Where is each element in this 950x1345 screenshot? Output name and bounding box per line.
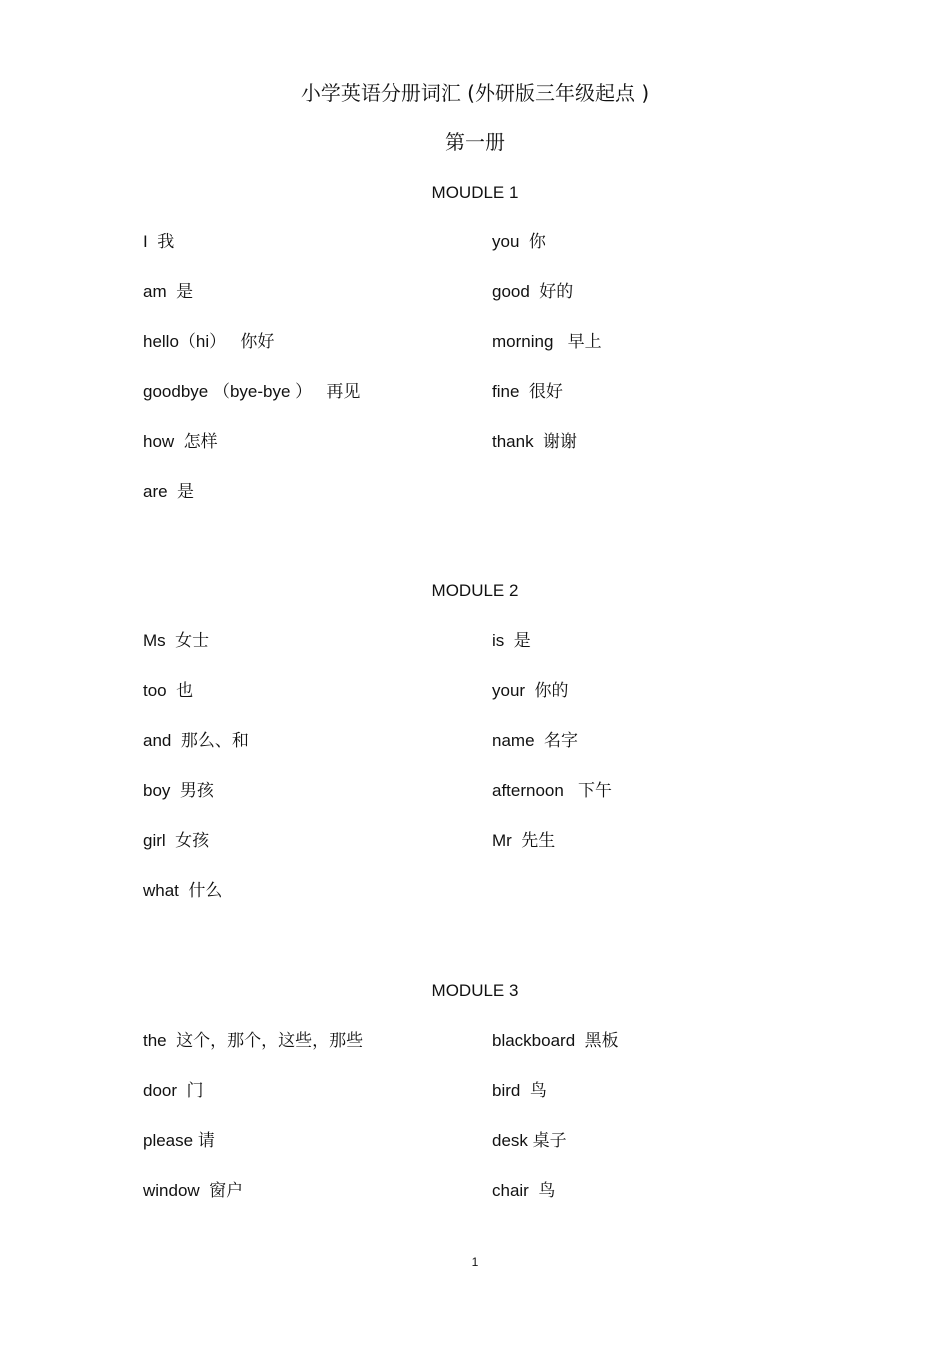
vocab-entry: [492, 431, 577, 453]
vocab-english: am: [143, 282, 167, 301]
vocab-entry: [492, 331, 602, 353]
vocab-entry: [492, 1130, 567, 1152]
vocab-english: your: [492, 681, 526, 700]
vocab-entry: [492, 1030, 619, 1052]
volume-title: 第一册: [445, 130, 505, 154]
vocab-chinese: 女士: [175, 631, 210, 651]
vocab-english: thank: [492, 432, 534, 451]
vocab-entry: [492, 630, 531, 652]
vocab-english: and: [143, 731, 172, 750]
vocab-chinese: 窗户: [209, 1181, 244, 1201]
vocab-entry: [143, 880, 222, 902]
vocab-english: Mr: [492, 831, 512, 850]
vocab-chinese: 鸟: [529, 1081, 547, 1101]
vocab-chinese: 是: [176, 282, 194, 302]
vocab-entry: [492, 1180, 555, 1202]
vocab-chinese: 下午: [578, 781, 613, 801]
vocab-entry: [143, 1080, 203, 1102]
vocab-entry: [143, 231, 174, 253]
vocab-chinese: 我: [157, 232, 175, 252]
vocab-entry: [143, 830, 209, 852]
vocab-chinese: 你: [528, 232, 546, 252]
vocab-english: morning: [492, 332, 554, 351]
vocab-english: girl: [143, 831, 166, 850]
vocab-chinese: 桌子: [532, 1131, 567, 1151]
vocab-chinese: 好的: [539, 282, 574, 302]
vocab-entry: [492, 680, 569, 702]
vocab-english: bird: [492, 1081, 521, 1100]
vocab-entry: [492, 381, 563, 403]
document-title: 小学英语分册词汇 (外研版三年级起点 ): [300, 81, 650, 105]
vocab-chinese: 请: [197, 1131, 215, 1151]
page-number: 1: [471, 1255, 479, 1269]
vocab-entry: [492, 780, 612, 802]
vocab-entry: [143, 381, 360, 403]
vocab-entry: [143, 780, 214, 802]
vocab-chinese: 那么、和: [180, 731, 249, 751]
vocab-english: what: [143, 881, 179, 900]
vocab-chinese: 男孩: [179, 781, 214, 801]
vocab-english: you: [492, 232, 520, 251]
vocab-english: too: [143, 681, 167, 700]
vocab-english: goodbye （bye-bye ）: [143, 382, 313, 401]
vocab-entry: [143, 680, 193, 702]
vocab-english: boy: [143, 781, 171, 800]
vocab-chinese: 再见: [326, 382, 361, 402]
module-1-heading: MOUDLE 1: [431, 183, 519, 202]
vocab-entry: [143, 1180, 243, 1202]
vocab-chinese: 什么: [188, 881, 223, 901]
vocab-english: hello（hi）: [143, 332, 227, 351]
vocab-english: are: [143, 482, 168, 501]
vocab-english: blackboard: [492, 1031, 576, 1050]
vocab-english: the: [143, 1031, 167, 1050]
vocab-entry: [143, 630, 209, 652]
vocab-entry: [143, 730, 249, 752]
vocab-chinese: 你的: [534, 681, 569, 701]
vocab-english: door: [143, 1081, 178, 1100]
vocab-english: fine: [492, 382, 520, 401]
vocab-chinese: 名字: [543, 731, 578, 751]
vocab-chinese: 这个，那个，这些，那些: [176, 1031, 364, 1051]
vocab-entry: [492, 1080, 547, 1102]
vocab-english: good: [492, 282, 530, 301]
vocab-english: name: [492, 731, 535, 750]
vocab-english: how: [143, 432, 175, 451]
vocab-english: afternoon: [492, 781, 564, 800]
vocab-english: window: [143, 1181, 200, 1200]
vocab-chinese: 黑板: [584, 1031, 619, 1051]
vocab-entry: [143, 481, 194, 503]
vocab-entry: [492, 231, 546, 253]
vocab-entry: [492, 830, 555, 852]
vocab-chinese: 是: [513, 631, 531, 651]
vocab-chinese: 门: [186, 1081, 204, 1101]
vocab-english: I: [143, 232, 148, 251]
vocab-english: is: [492, 631, 505, 650]
vocab-chinese: 你好: [240, 332, 275, 352]
vocab-entry: [143, 1130, 215, 1152]
vocab-chinese: 女孩: [175, 831, 210, 851]
vocab-entry: [143, 281, 193, 303]
vocab-english: please: [143, 1131, 194, 1150]
vocab-chinese: 也: [176, 681, 194, 701]
vocab-entry: [143, 331, 274, 353]
vocab-chinese: 先生: [521, 831, 556, 851]
vocab-english: desk: [492, 1131, 528, 1150]
vocab-entry: [492, 730, 578, 752]
vocab-english: Ms: [143, 631, 166, 650]
vocab-chinese: 谢谢: [543, 432, 578, 452]
vocab-entry: [143, 1030, 363, 1052]
vocab-chinese: 鸟: [538, 1181, 556, 1201]
module-2-heading: MODULE 2: [431, 581, 519, 600]
vocab-english: chair: [492, 1181, 529, 1200]
vocab-entry: [143, 431, 218, 453]
vocab-chinese: 怎样: [183, 432, 218, 452]
module-3-heading: MODULE 3: [431, 981, 519, 1000]
vocab-entry: [492, 281, 573, 303]
vocab-chinese: 是: [177, 482, 195, 502]
vocab-chinese: 很好: [528, 382, 563, 402]
vocab-chinese: 早上: [567, 332, 602, 352]
